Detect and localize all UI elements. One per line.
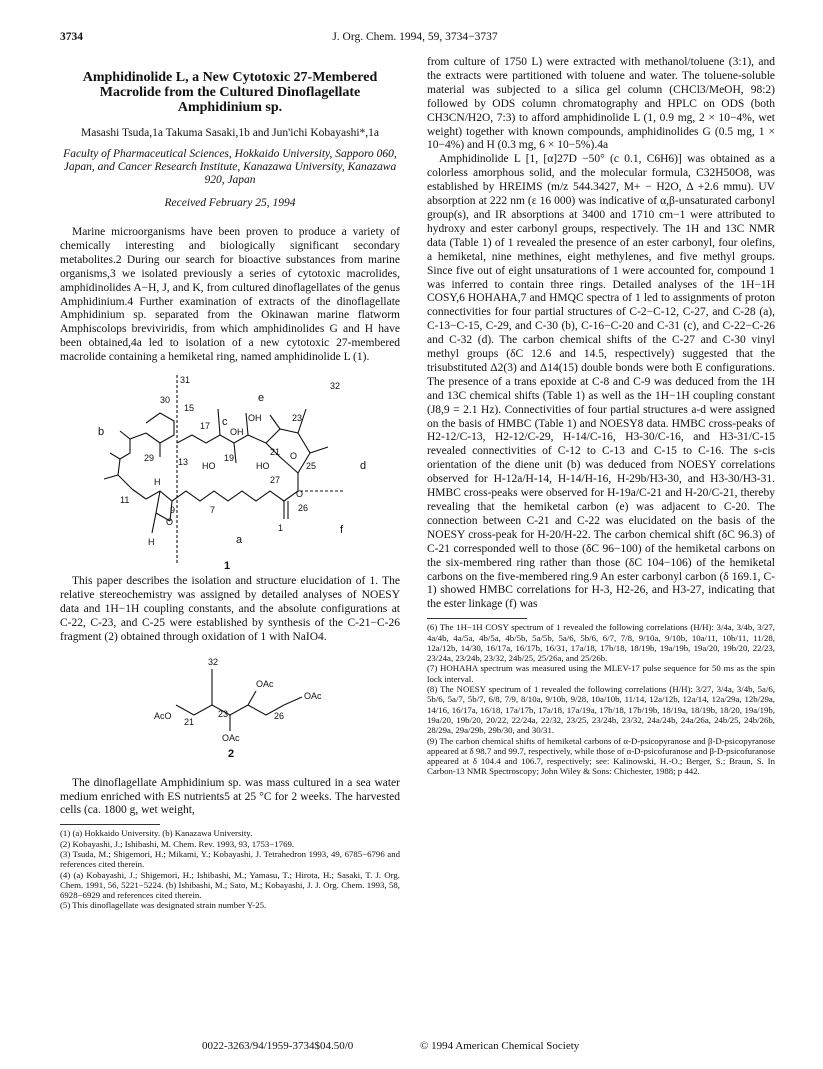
- atom-label-9: 9: [170, 505, 176, 516]
- group-o-ring: O: [290, 451, 298, 462]
- atom-label-17: 17: [200, 421, 211, 432]
- footnote: (9) The carbon chemical shifts of hemiketal carbons of α-D-psicopyranose and β-D-psicopyranose appeared at δ 98.7 and 99.7, respectively, while those of α-D-psicofuranose and β-D-psicofuranose appeared at δ 104.4 and 106.7, respectively; see: Kalinowski, H.-O.; Berger, S.; Braun, S. In Carbon-13 NMR Spectroscopy; John Wiley & Sons: Chichester, 1988; p 442.: [427, 735, 775, 777]
- group-o-epoxide: O: [166, 517, 174, 528]
- group-oac-1: OAc: [256, 678, 274, 689]
- atom-label-29: 29: [144, 453, 155, 464]
- fragment-a: a: [236, 534, 243, 547]
- group-oac-2: OAc: [222, 732, 240, 743]
- group-aco: AcO: [154, 710, 172, 721]
- fragment-c: c: [222, 416, 228, 429]
- atom-label-32: 32: [208, 656, 219, 667]
- atom-label-21: 21: [184, 716, 195, 727]
- body-paragraph: Marine microorganisms have been proven to produce a variety of chemically interesting and biologically significant secondary metabolites.2 During our search for bioactive substances from marine organisms,3 we isolated previously a series of cytotoxic macrolides, amphidinolides A−H, J, and K, from cultured dinoflagellates of the genus Amphidinium.4 Further examination of extracts of the dinoflagellate Amphidinium sp. separated from the Okinawan marine flatworm Amphiscolops breviviridis, from which amphidinolides G and H have been obtained,4a led to isolation of a new cytotoxic 27-membered macrolide containing a hemiketal ring, named amphidinolide L (1).: [60, 226, 400, 364]
- compound-label-1: 1: [224, 560, 231, 572]
- footnote: (5) This dinoflagellate was designated strain number Y-25.: [60, 900, 267, 911]
- footnote: (4) (a) Kobayashi, J.; Shigemori, H.; Ishibashi, M.; Yamasu, T.; Hirota, H.; Sasaki, T. J. Org. Chem. 1991, 56, 5221−5224. (b) Ishibashi, M.; Sato, M.; Kobayashi, J. J. Org. Chem. 1993, 58, 6928−6929 and references cited therein.: [60, 869, 400, 901]
- footnote: (6) The 1H−1H COSY spectrum of 1 revealed the following correlations (H/H): 3/4a, 3/4b, 3/27, 4a/4b, 4a/5a, 4b/5a, 4b/5b, 5a/5b, 5a/6, 5b/6, 6/7, 7/8, 9/10a, 9/10b, 10a/11, 10b/11, 11/28, 12a/12b, 14/30, 16/17a, 16/17b, 16/31, 17a/18, 17b/18, 18/19b, 19a/19b, 19a/20, 19b/20, 22/23, 23/24a, 23/24b, 23/32, 24b/25, 25/26a, and 25/26b.: [427, 622, 775, 664]
- atom-label-15: 15: [184, 403, 195, 414]
- footnote-rule: [60, 824, 160, 825]
- fragment-d: d: [360, 460, 367, 473]
- footnote-rule: [427, 618, 527, 619]
- journal-citation: J. Org. Chem. 1994, 59, 3734−3737: [332, 31, 498, 43]
- atom-label-23: 23: [292, 413, 303, 424]
- atom-label-21: 21: [270, 447, 281, 458]
- footnote: (3) Tsuda, M.; Shigemori, H.; Mikami, Y.; Kobayashi, J. Tetrahedron 1993, 49, 6785−6796 and references cited therein.: [60, 848, 400, 870]
- group-h-2: H: [148, 537, 155, 548]
- group-oh-1: OH: [248, 413, 262, 424]
- left-footnotes: [60, 828, 400, 910]
- page-number: 3734: [60, 31, 83, 43]
- atom-label-30: 30: [160, 395, 171, 406]
- footnote: (8) The NOESY spectrum of 1 revealed the following correlations (H/H): 3/27, 3/4a, 3/4b, 5a/6, 5b/6, 5a/7, 5b/7, 6/8, 7/9, 8/10a, 9/10b, 9/28, 10a/10b, 11/14, 12a/12b, 12a/14, 12a/29a, 12b/29a, 14/16, 16/17a, 16/18, 17a/17b, 17a/18, 17a/19a, 17b/18, 17b/19b, 18/19a, 18/19b, 18/20, 19a/19b, 19a/20, 19b/20, 20/22, 22/24a, 22/32, 23/25, 23/24b, 23/32, 24a/24b, 24a/26a, 24b/25, 24b/26b, 28/29a, 29a/29b, 29b/30, and 30/31.: [427, 684, 775, 736]
- body-paragraph: Amphidinolide L [1, [α]27D −50° (c 0.1, C6H6)] was obtained as a colorless amorphous solid, and the molecular formula, C32H50O8, was established by HREIMS (m/z 544.3427, M+ − H2O, Δ +2.6 mmu). UV absorption at 222 nm (ε 16 000) was indicative of α,β-unsaturated carbonyl group(s), and IR absorptions at 3400 and 1710 cm−1 were attributed to hydroxy and ester carbonyl groups, respectively. The 1H and 13C NMR data (Table 1) of 1 revealed the presence of an ester carbonyl, four olefins, a hemiketal, nine methines, eight methylenes, and five methyl groups. Since five out of eight unsaturations of 1 were accounted for, compound 1 was inferred to contain three rings. Detailed analyses of the 1H−1H COSY,6 HOHAHA,7 and HMQC spectra of 1 led to assignments of proton connectivities for four partial structures of C-2−C-12, C-27, and C-28 (a), C-13−C-15, C-29, and C-30 (b), C-16−C-20 and C-31 (c), and C-22−C-26 and C-32 (d). The carbon chemical shifts of the C-27 and C-30 vinyl methyl groups (δC 12.6 and 14.5, respectively) suggested that the trisubstituted Δ2(3) and Δ14(15) double bonds were both E configurations. The presence of a trans epoxide at C-8 and C-9 was deduced from the 1H and 13C chemical shifts (Table 1) as well as the 1H−1H coupling constant (J8,9 = 2.1 Hz). Connectivities of four partial structures a-d were assigned on the basis of HMBC (Table 1) and NOESY8 data. HMBC cross-peaks of H2-12/C-13, H2-12/C-29, H-14/C-16, H3-30/C-16, and H3-31/C-15 revealed connectivities of C-12 to C-13 and C-15 to C-16. The s-cis orientation of the diene unit (b) was deduced from NOESY correlations observed for H-12a/H-14, H-14/H-16, H-29b/H3-30, and H3-30/H3-31. HMBC cross-peaks were observed for H-19a/C-21 and H-20/C-21, thereby revealing that the hemiketal carbon (e) was adjacent to C-20. The connection between C-21 and C-22 was elucidated on the basis of the NOESY cross-peak for H-20/H-22. The carbon chemical shift (δC 96.3) of C-21 corresponded well to those (δC 96−100) of the hemiketal carbons on the six-membered ring rather than those (δC 104−106) of the hemiketal carbons on the five-membered ring.9 An ester carbonyl carbon (δ 169.1, C-1) showed HMBC correlations for H-3, H2-26, and H3-27, indicating that the ester linkage (f) was: [427, 153, 775, 611]
- atom-label-19: 19: [224, 453, 235, 464]
- footnote: (7) HOHAHA spectrum was measured using the MLEV-17 pulse sequence for 50 ms as the spin lock interval.: [427, 663, 775, 684]
- atom-label-25: 25: [306, 461, 317, 472]
- structure-1-figure: [60, 373, 400, 571]
- author-list: Masashi Tsuda,1a Takuma Sasaki,1b and Jun'ichi Kobayashi*,1a: [80, 127, 380, 139]
- fragment-f: f: [340, 524, 344, 537]
- footnote: (2) Kobayashi, J.; Ishibashi, M. Chem. Rev. 1993, 93, 1753−1769.: [60, 838, 295, 849]
- atom-label-26: 26: [274, 710, 285, 721]
- atom-label-7: 7: [210, 505, 216, 516]
- group-oh-2: OH: [230, 427, 244, 438]
- group-ho-1: HO: [202, 461, 216, 472]
- atom-label-11: 11: [120, 495, 130, 506]
- atom-label-27: 27: [270, 475, 281, 486]
- atom-label-32: 32: [330, 381, 341, 392]
- fragment-b: b: [98, 426, 105, 439]
- article-title: Amphidinolide L, a New Cytotoxic 27-Membered Macrolide from the Cultured Dinoflagellate Amphidinium sp.: [82, 70, 378, 115]
- right-footnotes: [427, 622, 775, 776]
- left-column: [60, 56, 400, 911]
- running-header: [60, 31, 770, 49]
- received-date: Received February 25, 1994: [164, 197, 296, 209]
- group-o-ester: O: [296, 489, 304, 500]
- compound-label-2: 2: [228, 747, 235, 759]
- structure-2-drawing: [60, 655, 400, 759]
- footnote: (1) (a) Hokkaido University. (b) Kanazawa University.: [60, 828, 253, 839]
- atom-label-26: 26: [298, 503, 309, 514]
- page-footer: [60, 1040, 770, 1054]
- body-paragraph: from culture of 1750 L) were extracted with methanol/toluene (3:1), and the extracts were partitioned with toluene and water. The toluene-soluble material was subjected to a silica gel column (CHCl3/MeOH, 98:2) followed by ODS column chromatography and HPLC on ODS (both CH3CN/H2O, 7:3) to afford amphidinolide L (1, 0.9 mg, 2 × 10−4%, wet weight) together with known compounds, amphidinolides G (0.5 mg, 1 × 10−4%) and H (0.3 mg, 6 × 10−5%).4a: [427, 56, 775, 152]
- group-ho-2: HO: [256, 461, 270, 472]
- atom-label-13: 13: [178, 457, 189, 468]
- group-oac-3: OAc: [304, 690, 322, 701]
- atom-label-31: 31: [180, 375, 191, 386]
- article-code: 0022-3263/94/1959-3734$04.50/0: [202, 1040, 354, 1052]
- fragment-e: e: [258, 392, 265, 405]
- atom-label-1: 1: [278, 523, 284, 534]
- group-h-1: H: [154, 477, 161, 488]
- affiliation: Faculty of Pharmaceutical Sciences, Hokkaido University, Sapporo 060, Japan, and Cancer Research Institute, Kanazawa University, Kanazawa 920, Japan: [63, 148, 397, 186]
- body-paragraph: The dinoflagellate Amphidinium sp. was mass cultured in a sea water medium enriched with ES nutrients5 at 25 °C for 2 weeks. The harvested cells (ca. 1800 g, wet weight,: [60, 776, 400, 817]
- copyright: © 1994 American Chemical Society: [420, 1040, 580, 1052]
- structure-2-figure: [60, 655, 400, 759]
- atom-label-23: 23: [218, 708, 229, 719]
- right-column: [427, 56, 775, 777]
- structure-1-drawing: [60, 373, 400, 571]
- body-paragraph: This paper describes the isolation and structure elucidation of 1. The relative stereochemistry was assigned by detailed analyses of NOESY data and 1H−1H coupling constants, and the absolute configurations at C-22, C-23, and C-25 were established by synthesis of the C-21−C-26 fragment (2) obtained through oxidation of 1 with NaIO4.: [60, 575, 400, 643]
